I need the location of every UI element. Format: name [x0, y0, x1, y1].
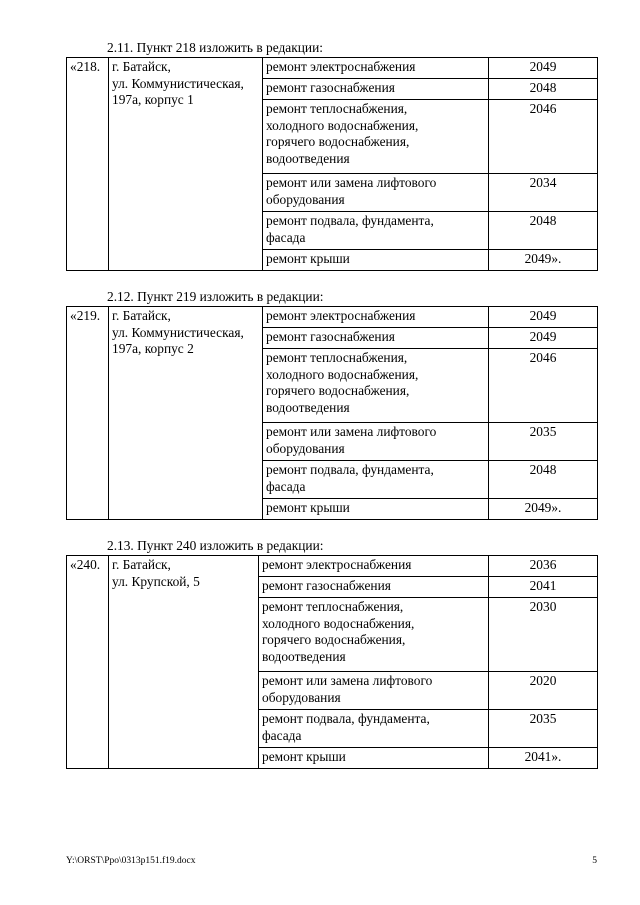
work-type	[259, 672, 489, 710]
work-line: горячего водоснабжения,	[266, 383, 410, 398]
work-type	[263, 250, 489, 271]
work-line: ремонт газоснабжения	[262, 578, 391, 593]
year-cell: 2049».	[489, 499, 598, 520]
work-line: оборудования	[262, 689, 341, 705]
work-line: фасада	[266, 478, 306, 494]
year-cell: 2046	[489, 100, 598, 174]
address-line: г. Батайск,	[112, 59, 171, 74]
work-line: ремонт электроснабжения	[266, 308, 416, 323]
work-type	[263, 212, 489, 250]
year-cell: 2035	[489, 710, 598, 748]
work-type	[259, 748, 489, 769]
work-line: водоотведения	[266, 150, 350, 166]
work-line: холодного водоснабжения,	[266, 117, 419, 133]
year-cell: 2046	[489, 349, 598, 423]
work-type	[263, 100, 489, 174]
year-cell: 2035	[489, 423, 598, 461]
work-line: оборудования	[266, 440, 345, 456]
address-line: г. Батайск,	[112, 308, 171, 323]
work-line: оборудования	[266, 191, 345, 207]
address-line: 197а, корпус 2	[112, 341, 194, 356]
address-line: 197а, корпус 1	[112, 92, 194, 107]
year-cell: 2041».	[489, 748, 598, 769]
work-type	[259, 577, 489, 598]
work-type	[263, 307, 489, 328]
work-line: горячего водоснабжения,	[262, 632, 406, 647]
year-cell: 2049	[489, 58, 598, 79]
file-path: Y:\ORST\Ppo\0313p151.f19.docx	[66, 856, 196, 866]
address-line: ул. Коммунистическая,	[112, 75, 244, 91]
work-line: фасада	[266, 229, 306, 245]
work-line: ремонт теплоснабжения,	[262, 599, 404, 614]
section-heading: 2.12. Пункт 219 изложить в редакции:	[107, 289, 324, 304]
work-line: водоотведения	[266, 399, 350, 415]
year-cell: 2034	[489, 174, 598, 212]
work-line: ремонт крыши	[262, 749, 346, 764]
address-cell	[109, 556, 259, 769]
section-240	[66, 538, 597, 769]
address-line: ул. Крупской, 5	[112, 573, 200, 589]
work-line: ремонт крыши	[266, 251, 350, 266]
item-number: «219.	[67, 307, 109, 520]
work-line: ремонт теплоснабжения,	[266, 101, 408, 116]
work-line: ремонт электроснабжения	[262, 557, 412, 572]
work-type	[263, 499, 489, 520]
work-type	[263, 461, 489, 499]
schedule-table	[66, 555, 598, 769]
work-type	[259, 556, 489, 577]
work-line: ремонт газоснабжения	[266, 329, 395, 344]
section-heading: 2.13. Пункт 240 изложить в редакции:	[107, 538, 324, 553]
address-cell	[109, 307, 263, 520]
work-line: ремонт подвала, фундамента,	[266, 462, 434, 477]
work-line: водоотведения	[262, 648, 346, 664]
work-line: холодного водоснабжения,	[262, 615, 415, 631]
year-cell: 2041	[489, 577, 598, 598]
work-line: холодного водоснабжения,	[266, 366, 419, 382]
work-line: ремонт теплоснабжения,	[266, 350, 408, 365]
work-line: ремонт крыши	[266, 500, 350, 515]
year-cell: 2049».	[489, 250, 598, 271]
work-type	[263, 174, 489, 212]
section-218	[66, 40, 597, 271]
work-line: фасада	[262, 727, 302, 743]
work-line: ремонт или замена лифтового	[266, 175, 437, 190]
work-type	[263, 349, 489, 423]
year-cell: 2049	[489, 307, 598, 328]
work-line: горячего водоснабжения,	[266, 134, 410, 149]
item-number: «218.	[67, 58, 109, 271]
work-line: ремонт или замена лифтового	[262, 673, 433, 688]
work-type	[259, 710, 489, 748]
work-type	[263, 79, 489, 100]
year-cell: 2048	[489, 461, 598, 499]
work-line: ремонт газоснабжения	[266, 80, 395, 95]
year-cell: 2048	[489, 79, 598, 100]
work-type	[263, 328, 489, 349]
address-line: ул. Коммунистическая,	[112, 324, 244, 340]
address-cell	[109, 58, 263, 271]
work-line: ремонт электроснабжения	[266, 59, 416, 74]
work-line: ремонт подвала, фундамента,	[266, 213, 434, 228]
work-line: ремонт подвала, фундамента,	[262, 711, 430, 726]
year-cell: 2036	[489, 556, 598, 577]
page-number: 5	[592, 856, 597, 866]
address-line: г. Батайск,	[112, 557, 171, 572]
item-number: «240.	[67, 556, 109, 769]
year-cell: 2049	[489, 328, 598, 349]
work-type	[263, 423, 489, 461]
schedule-table	[66, 57, 598, 271]
year-cell: 2048	[489, 212, 598, 250]
work-line: ремонт или замена лифтового	[266, 424, 437, 439]
section-heading: 2.11. Пункт 218 изложить в редакции:	[107, 40, 323, 55]
year-cell: 2020	[489, 672, 598, 710]
year-cell: 2030	[489, 598, 598, 672]
schedule-table	[66, 306, 598, 520]
section-219	[66, 289, 597, 520]
work-type	[259, 598, 489, 672]
work-type	[263, 58, 489, 79]
